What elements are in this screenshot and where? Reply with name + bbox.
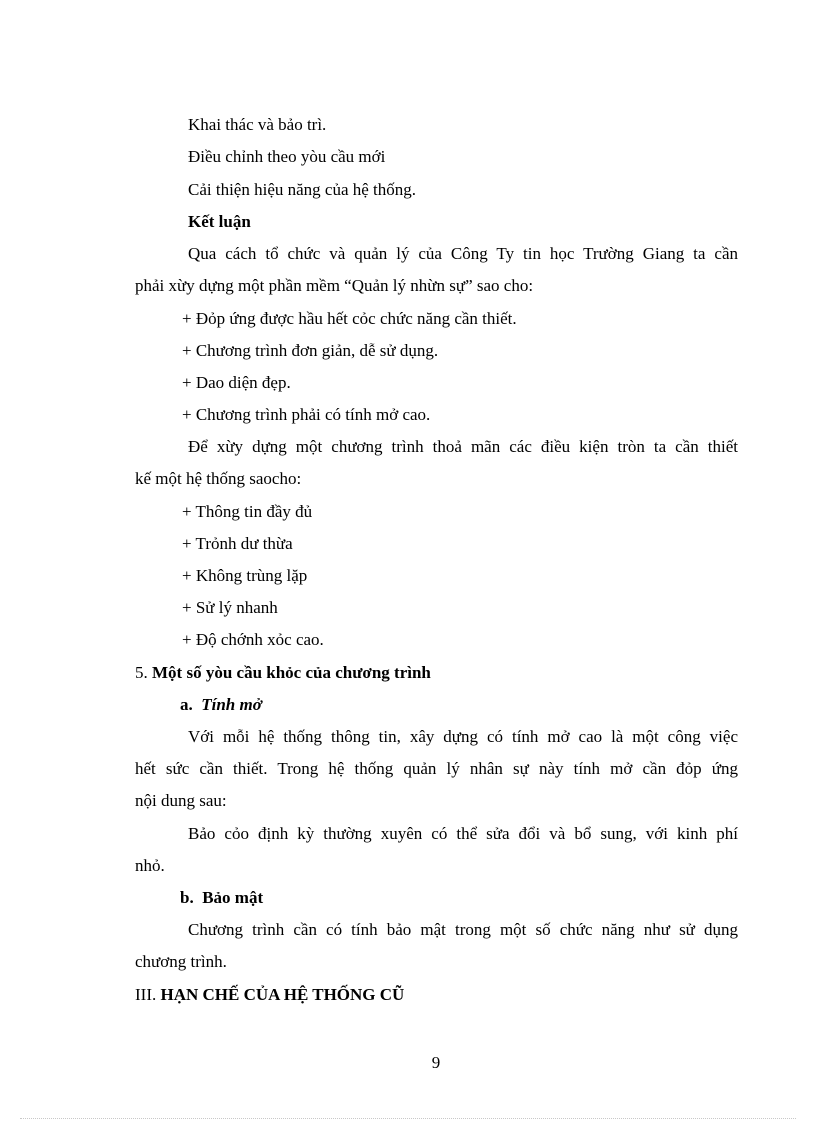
list-item: + Không trùng lặp <box>182 566 308 585</box>
text-line: Điều chỉnh theo yòu cầu mới <box>188 147 386 166</box>
list-item: + Chương trình phải có tính mở cao. <box>182 405 431 424</box>
paragraph-line: chương trình. <box>135 952 227 971</box>
paragraph-line: nhỏ. <box>135 856 165 875</box>
paragraph-line: Qua cách tổ chức và quản lý của Công Ty tin học Trường Giang ta cần <box>188 244 738 263</box>
paragraph-line: kế một hệ thống saocho: <box>135 469 302 488</box>
section-title: HẠN CHẾ CỦA HỆ THỐNG CŨ <box>160 985 405 1004</box>
text-line: Khai thác và bảo trì. <box>188 115 327 134</box>
page-number: 9 <box>431 1053 441 1072</box>
subheading-title: Bảo mật <box>202 888 264 907</box>
list-item: + Dao diện đẹp. <box>182 373 291 392</box>
section-title: Một số yòu cầu khỏc của chương trình <box>152 663 431 682</box>
heading-ket-luan: Kết luận <box>188 212 251 231</box>
paragraph-line: Bảo cỏo định kỳ thường xuyên có thể sửa đổi và bổ sung, với kinh phí <box>188 824 738 843</box>
paragraph-line: Chương trình cần có tính bảo mật trong một số chức năng như sử dụng <box>188 920 738 939</box>
paragraph-line: hết sức cần thiết. Trong hệ thống quản lý nhân sự này tính mở cần đỏp ứng <box>135 759 738 778</box>
list-item: + Đỏp ứng được hầu hết cỏc chức năng cần thiết. <box>182 309 517 328</box>
list-item: + Độ chớnh xỏc cao. <box>182 630 324 649</box>
text-line: Cải thiện hiệu năng của hệ thống. <box>188 180 417 199</box>
paragraph-line: Để xừy dựng một chương trình thoả mãn các điều kiện tròn ta cần thiết <box>188 437 738 456</box>
subheading-letter: a. <box>180 695 193 714</box>
paragraph-line: phải xừy dựng một phần mềm “Quản lý nhừn sự” sao cho: <box>135 276 534 295</box>
section-heading-5 <box>135 662 431 684</box>
subheading-title: Tính mở <box>201 695 262 714</box>
subheading-a <box>180 694 262 716</box>
paragraph-line: nội dung sau: <box>135 791 227 810</box>
paragraph-line: Với mỗi hệ thống thông tin, xây dựng có tính mở cao là một công việc <box>188 727 738 746</box>
list-item: + Thông tin đầy đủ <box>182 502 313 521</box>
page-bottom-divider <box>20 1118 796 1119</box>
subheading-b <box>180 887 263 909</box>
list-item: + Sử lý nhanh <box>182 598 278 617</box>
section-number: 5. <box>135 663 148 682</box>
list-item: + Trỏnh dư thừa <box>182 534 293 553</box>
subheading-letter: b. <box>180 888 194 907</box>
list-item: + Chương trình đơn giản, dễ sử dụng. <box>182 341 439 360</box>
section-number: III. <box>135 985 157 1004</box>
section-heading-iii <box>135 984 404 1006</box>
